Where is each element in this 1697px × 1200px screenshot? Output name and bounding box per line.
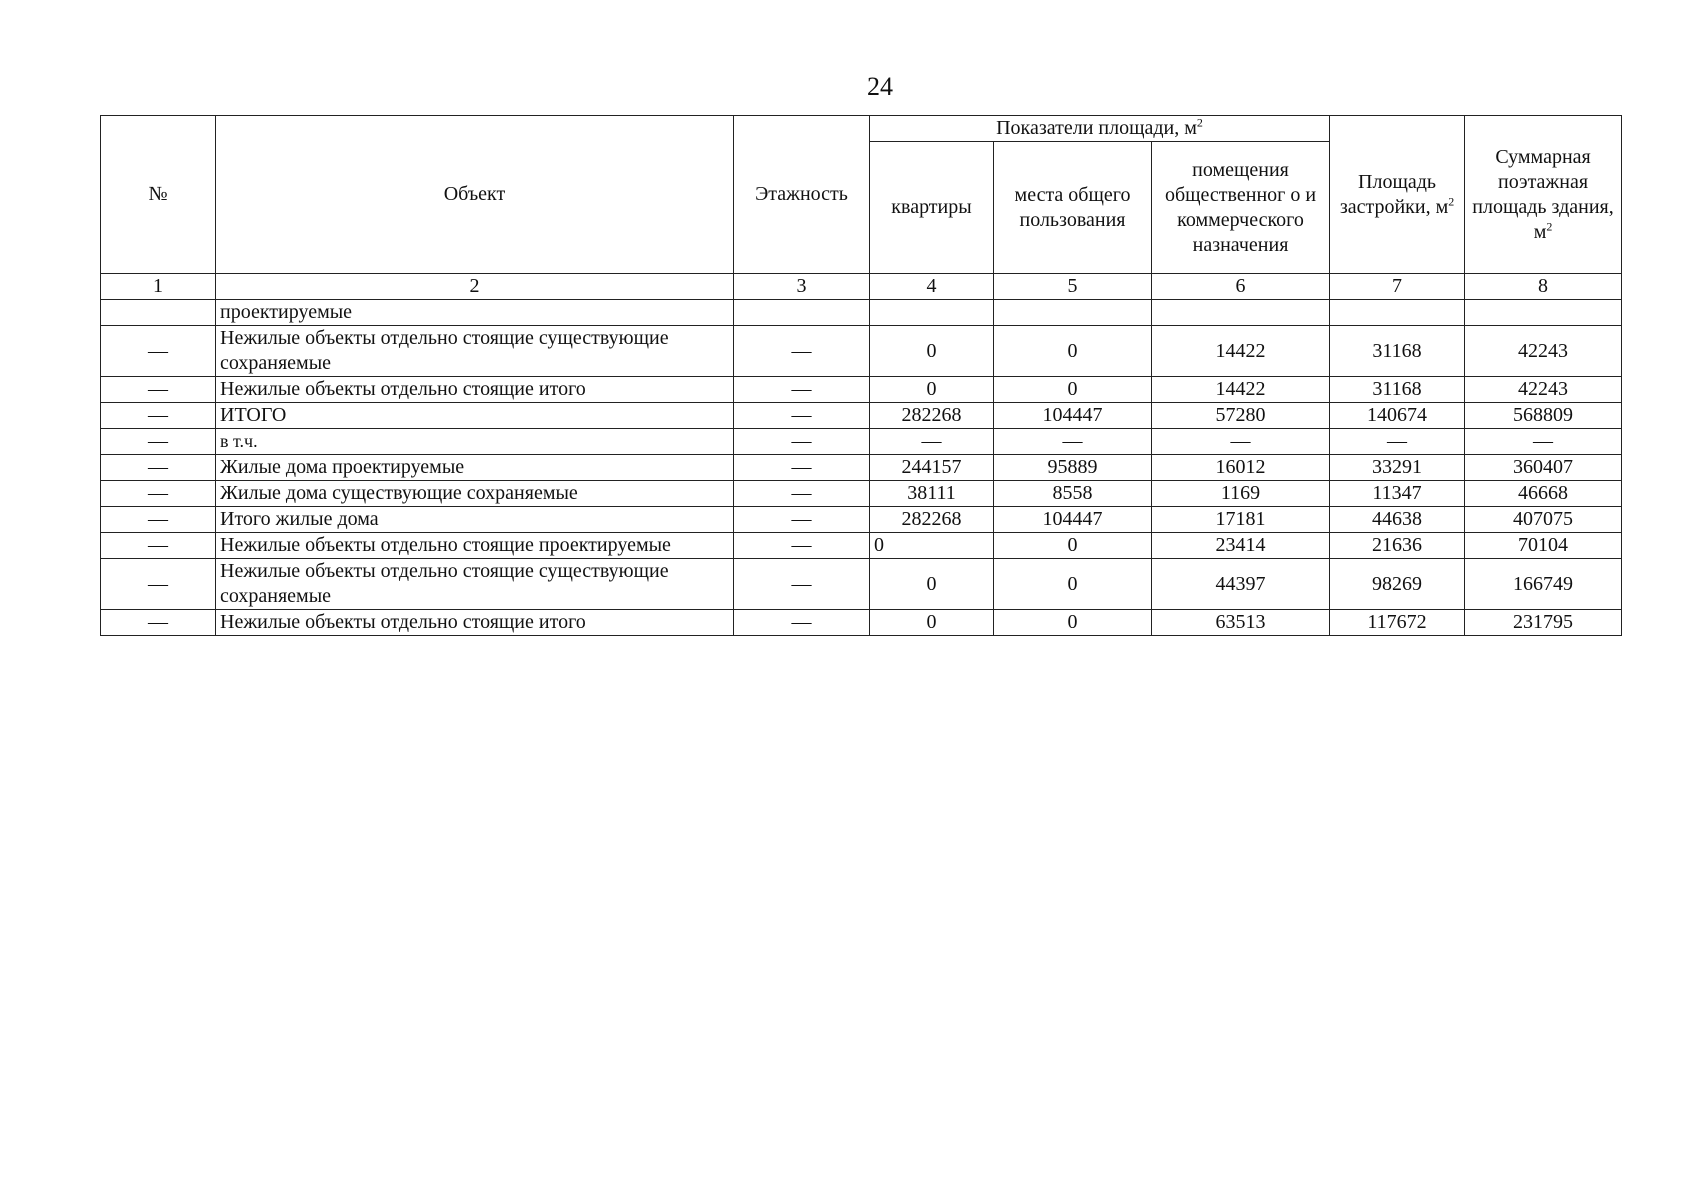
cell-num: — xyxy=(101,429,216,455)
page-number: 24 xyxy=(867,72,893,101)
cell-apartments: 0 xyxy=(870,326,994,377)
cell-object: Нежилые объекты отдельно стоящие итого xyxy=(216,377,734,403)
cell-apartments: — xyxy=(870,429,994,455)
table-row xyxy=(101,455,1622,481)
cell-apartments: 38111 xyxy=(870,481,994,507)
cell-apartments: 0 xyxy=(870,559,994,610)
header-apartments: квартиры xyxy=(870,142,994,274)
cell-built: 31168 xyxy=(1330,377,1465,403)
cell-apartments: 0 xyxy=(870,610,994,636)
column-number: 3 xyxy=(734,274,870,300)
cell-public: 14422 xyxy=(1152,377,1330,403)
cell-object: Нежилые объекты отдельно стоящие существующие сохраняемые xyxy=(216,326,734,377)
cell-object: ИТОГО xyxy=(216,403,734,429)
cell-num: — xyxy=(101,610,216,636)
cell-total: 46668 xyxy=(1465,481,1622,507)
cell-apartments: 0 xyxy=(870,533,994,559)
header-building-area-sup: 2 xyxy=(1448,193,1455,208)
cell-total: 42243 xyxy=(1465,326,1622,377)
cell-total: 42243 xyxy=(1465,377,1622,403)
cell-built: 117672 xyxy=(1330,610,1465,636)
cell-object: Нежилые объекты отдельно стоящие существующие сохраняемые xyxy=(216,559,734,610)
table-row xyxy=(101,377,1622,403)
header-public-commercial: помещения общественног о и коммерческого назначения xyxy=(1152,142,1330,274)
cell-floors: — xyxy=(734,377,870,403)
cell-common: 95889 xyxy=(994,455,1152,481)
header-total-floor-area xyxy=(1465,116,1622,274)
table-row xyxy=(101,326,1622,377)
header-total-floor-area-sup: 2 xyxy=(1546,218,1553,233)
cell-total: 70104 xyxy=(1465,533,1622,559)
cell-apartments: 0 xyxy=(870,377,994,403)
cell-public: 1169 xyxy=(1152,481,1330,507)
cell-common: — xyxy=(994,429,1152,455)
cell-num: — xyxy=(101,559,216,610)
cell-object: Итого жилые дома xyxy=(216,507,734,533)
cell-public xyxy=(1152,300,1330,326)
cell-common: 0 xyxy=(994,377,1152,403)
column-number: 6 xyxy=(1152,274,1330,300)
cell-total xyxy=(1465,300,1622,326)
cell-built xyxy=(1330,300,1465,326)
table-header xyxy=(101,116,1622,274)
cell-floors: — xyxy=(734,610,870,636)
cell-total: 568809 xyxy=(1465,403,1622,429)
cell-num: — xyxy=(101,481,216,507)
header-area-group-text: Показатели площади, м xyxy=(996,117,1197,139)
column-number: 7 xyxy=(1330,274,1465,300)
table-row xyxy=(101,507,1622,533)
cell-apartments: 282268 xyxy=(870,403,994,429)
cell-public: 44397 xyxy=(1152,559,1330,610)
table-row xyxy=(101,610,1622,636)
cell-common xyxy=(994,300,1152,326)
cell-floors: — xyxy=(734,429,870,455)
cell-common: 8558 xyxy=(994,481,1152,507)
cell-apartments: 282268 xyxy=(870,507,994,533)
cell-public: 57280 xyxy=(1152,403,1330,429)
table-row xyxy=(101,300,1622,326)
cell-total: 166749 xyxy=(1465,559,1622,610)
cell-num: — xyxy=(101,507,216,533)
cell-total: 360407 xyxy=(1465,455,1622,481)
cell-object: Нежилые объекты отдельно стоящие итого xyxy=(216,610,734,636)
area-indicators-table xyxy=(100,115,1622,636)
cell-floors: — xyxy=(734,326,870,377)
cell-apartments: 244157 xyxy=(870,455,994,481)
table-row xyxy=(101,429,1622,455)
header-common-areas: места общего пользования xyxy=(994,142,1152,274)
cell-floors: — xyxy=(734,403,870,429)
cell-num: — xyxy=(101,377,216,403)
cell-num: — xyxy=(101,403,216,429)
cell-floors: — xyxy=(734,559,870,610)
header-object: Объект xyxy=(216,116,734,274)
cell-object: Нежилые объекты отдельно стоящие проектируемые xyxy=(216,533,734,559)
column-number: 8 xyxy=(1465,274,1622,300)
cell-num: — xyxy=(101,326,216,377)
cell-common: 104447 xyxy=(994,403,1152,429)
cell-common: 0 xyxy=(994,326,1152,377)
column-number-row xyxy=(101,274,1622,300)
cell-object: проектируемые xyxy=(216,300,734,326)
cell-built: 21636 xyxy=(1330,533,1465,559)
cell-built: 140674 xyxy=(1330,403,1465,429)
cell-object: Жилые дома проектируемые xyxy=(216,455,734,481)
cell-floors: — xyxy=(734,481,870,507)
cell-public: — xyxy=(1152,429,1330,455)
cell-common: 0 xyxy=(994,559,1152,610)
cell-num: — xyxy=(101,455,216,481)
cell-floors: — xyxy=(734,455,870,481)
table-row xyxy=(101,559,1622,610)
cell-floors xyxy=(734,300,870,326)
cell-public: 17181 xyxy=(1152,507,1330,533)
header-building-area xyxy=(1330,116,1465,274)
header-building-area-text: Площадь застройки, м xyxy=(1339,170,1449,218)
column-number: 1 xyxy=(101,274,216,300)
cell-public: 14422 xyxy=(1152,326,1330,377)
column-number: 4 xyxy=(870,274,994,300)
cell-built: 31168 xyxy=(1330,326,1465,377)
header-total-floor-area-text: Суммарная поэтажная площадь здания, м xyxy=(1472,145,1614,243)
cell-object: Жилые дома существующие сохраняемые xyxy=(216,481,734,507)
cell-public: 63513 xyxy=(1152,610,1330,636)
cell-total: 407075 xyxy=(1465,507,1622,533)
cell-built: 11347 xyxy=(1330,481,1465,507)
cell-total: 231795 xyxy=(1465,610,1622,636)
cell-public: 16012 xyxy=(1152,455,1330,481)
column-number: 2 xyxy=(216,274,734,300)
cell-num xyxy=(101,300,216,326)
column-number: 5 xyxy=(994,274,1152,300)
cell-total: — xyxy=(1465,429,1622,455)
table-row xyxy=(101,481,1622,507)
cell-public: 23414 xyxy=(1152,533,1330,559)
header-area-group xyxy=(870,116,1330,142)
cell-common: 104447 xyxy=(994,507,1152,533)
cell-built: 44638 xyxy=(1330,507,1465,533)
table-row xyxy=(101,403,1622,429)
cell-object: в т.ч. xyxy=(216,429,734,455)
cell-floors: — xyxy=(734,533,870,559)
cell-floors: — xyxy=(734,507,870,533)
header-num: № xyxy=(101,116,216,274)
table-body xyxy=(101,274,1622,636)
cell-common: 0 xyxy=(994,610,1152,636)
cell-num: — xyxy=(101,533,216,559)
cell-built: — xyxy=(1330,429,1465,455)
cell-built: 33291 xyxy=(1330,455,1465,481)
cell-built: 98269 xyxy=(1330,559,1465,610)
header-floors: Этажность xyxy=(734,116,870,274)
cell-apartments xyxy=(870,300,994,326)
cell-common: 0 xyxy=(994,533,1152,559)
table-row xyxy=(101,533,1622,559)
header-area-group-sup: 2 xyxy=(1196,115,1203,130)
